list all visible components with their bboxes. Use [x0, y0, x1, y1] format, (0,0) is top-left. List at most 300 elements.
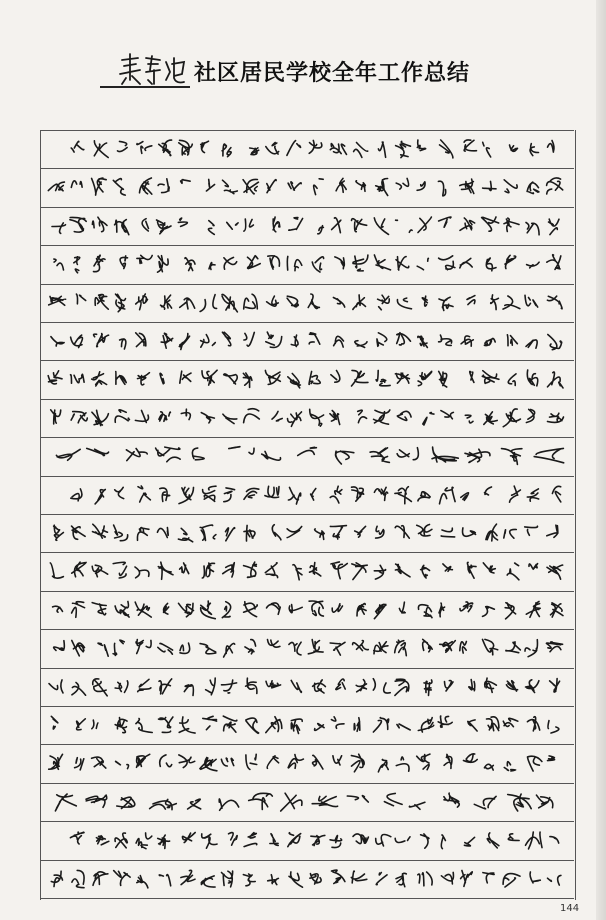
handwritten-glyph: [50, 563, 63, 578]
handwritten-glyph: [336, 679, 345, 690]
handwritten-glyph: [71, 181, 82, 188]
handwritten-glyph: [547, 178, 563, 194]
handwritten-glyph: [200, 294, 217, 311]
handwritten-glyph: [222, 144, 231, 157]
handwritten-glyph: [396, 220, 413, 232]
handwritten-glyph: [118, 141, 128, 151]
handwritten-glyph: [51, 410, 61, 424]
handwritten-glyph: [115, 410, 129, 422]
handwritten-line: [46, 710, 566, 740]
handwritten-glyph: [347, 795, 368, 802]
handwritten-glyph: [550, 678, 560, 692]
handwritten-glyph: [200, 525, 216, 540]
handwritten-glyph: [378, 760, 388, 773]
handwritten-glyph: [423, 412, 434, 424]
handwritten-glyph: [156, 447, 181, 462]
handwritten-glyph: [444, 755, 452, 769]
handwritten-glyph: [182, 833, 195, 843]
handwritten-glyph: [268, 874, 279, 884]
ruled-line: [40, 284, 574, 285]
handwritten-glyph: [160, 755, 172, 767]
handwritten-glyph: [120, 339, 126, 349]
ruled-line: [40, 629, 574, 630]
handwritten-glyph: [376, 835, 391, 846]
handwritten-line: [46, 211, 566, 241]
handwritten-glyph: [54, 259, 64, 270]
handwritten-glyph: [267, 296, 279, 306]
handwritten-glyph: [268, 640, 280, 648]
handwritten-glyph: [116, 294, 126, 312]
handwritten-glyph: [506, 680, 517, 690]
handwritten-glyph: [374, 642, 388, 654]
handwritten-glyph: [309, 140, 322, 153]
handwritten-line: [46, 518, 566, 548]
handwritten-glyph: [221, 758, 233, 766]
handwritten-glyph: [223, 716, 237, 732]
handwritten-glyph: [335, 257, 345, 269]
handwritten-glyph: [508, 794, 532, 811]
handwritten-glyph: [374, 487, 387, 500]
handwritten-glyph: [161, 295, 172, 309]
ruled-line: [40, 245, 574, 246]
handwritten-glyph: [224, 487, 235, 501]
handwritten-glyph: [138, 679, 151, 691]
handwritten-glyph: [331, 717, 344, 729]
handwritten-glyph: [140, 178, 152, 194]
handwritten-glyph: [417, 259, 428, 270]
handwritten-glyph: [298, 447, 317, 455]
handwritten-glyph: [395, 373, 409, 383]
handwritten-glyph: [526, 340, 537, 348]
handwritten-glyph: [159, 678, 172, 693]
handwritten-glyph: [71, 375, 85, 384]
handwritten-glyph: [485, 487, 492, 495]
handwritten-glyph: [288, 487, 300, 504]
handwritten-glyph: [72, 870, 84, 887]
handwritten-glyph: [333, 756, 342, 765]
handwritten-glyph: [308, 294, 319, 309]
handwritten-glyph: [222, 332, 230, 346]
handwritten-glyph: [334, 336, 344, 347]
handwritten-glyph: [159, 140, 172, 155]
handwritten-glyph: [483, 606, 495, 616]
handwritten-glyph: [49, 296, 66, 305]
handwritten-glyph: [159, 717, 173, 732]
handwritten-glyph: [209, 263, 215, 270]
handwritten-glyph: [374, 604, 385, 618]
handwritten-glyph: [549, 219, 560, 235]
handwritten-glyph: [312, 257, 323, 272]
handwritten-glyph: [114, 870, 130, 885]
handwritten-glyph: [352, 563, 367, 580]
handwritten-glyph: [356, 181, 365, 192]
handwritten-glyph: [222, 601, 230, 617]
handwritten-glyph: [395, 564, 410, 577]
handwritten-glyph: [418, 372, 432, 386]
handwritten-glyph: [355, 526, 366, 537]
handwritten-glyph: [547, 525, 558, 537]
handwritten-glyph: [135, 410, 148, 422]
handwritten-glyph: [418, 604, 432, 617]
handwritten-glyph: [507, 563, 519, 580]
ruled-line: [40, 783, 574, 784]
handwritten-glyph: [309, 601, 323, 616]
handwritten-glyph: [179, 487, 194, 503]
handwritten-glyph: [287, 257, 301, 271]
handwritten-glyph: [468, 720, 477, 731]
handwritten-glyph: [417, 754, 430, 770]
handwritten-glyph: [250, 148, 259, 155]
handwritten-glyph: [510, 486, 521, 502]
handwritten-glyph: [272, 411, 282, 421]
handwritten-glyph: [188, 799, 201, 809]
handwritten-glyph: [158, 256, 169, 273]
handwritten-glyph: [291, 680, 301, 692]
handwritten-glyph: [443, 564, 453, 571]
handwritten-glyph: [504, 762, 515, 771]
handwritten-glyph: [460, 179, 474, 193]
handwritten-glyph: [179, 334, 189, 350]
handwritten-glyph: [180, 298, 195, 309]
handwritten-glyph: [289, 642, 301, 655]
handwritten-glyph: [158, 835, 170, 848]
handwritten-glyph: [157, 528, 168, 538]
handwritten-glyph: [353, 641, 369, 651]
handwritten-line: [46, 864, 566, 894]
handwritten-glyph: [206, 180, 214, 192]
handwritten-line: [68, 825, 566, 855]
handwritten-glyph: [330, 836, 342, 848]
handwritten-glyph: [115, 601, 129, 617]
handwritten-glyph: [179, 755, 195, 768]
handwritten-glyph: [461, 870, 473, 886]
handwritten-glyph: [180, 643, 190, 653]
handwritten-glyph: [229, 447, 254, 454]
handwritten-glyph: [179, 717, 195, 733]
handwritten-glyph: [293, 565, 302, 580]
handwritten-glyph: [353, 834, 368, 844]
handwritten-glyph: [202, 834, 217, 848]
handwritten-glyph: [158, 179, 169, 193]
handwritten-glyph: [288, 412, 302, 427]
handwritten-glyph: [395, 486, 412, 503]
handwritten-glyph: [548, 756, 555, 761]
ruled-line: [40, 514, 574, 515]
handwritten-glyph: [395, 640, 407, 656]
handwritten-glyph: [507, 335, 517, 346]
handwritten-glyph: [470, 372, 474, 383]
handwritten-glyph: [548, 335, 562, 350]
ruled-line: [40, 706, 574, 707]
handwritten-glyph: [287, 527, 302, 538]
handwritten-glyph: [137, 875, 148, 887]
handwritten-glyph: [291, 719, 302, 733]
handwritten-glyph: [485, 678, 497, 692]
handwritten-glyph: [291, 335, 298, 346]
handwritten-glyph: [244, 601, 258, 616]
handwritten-glyph: [164, 603, 169, 614]
handwritten-glyph: [262, 452, 281, 461]
handwritten-glyph: [95, 489, 105, 503]
handwritten-glyph: [76, 294, 85, 304]
handwritten-glyph: [184, 684, 193, 695]
handwritten-glyph: [137, 755, 150, 768]
handwritten-glyph: [503, 718, 518, 726]
handwritten-glyph: [136, 719, 152, 733]
handwritten-glyph: [98, 643, 108, 656]
handwritten-glyph: [310, 563, 321, 577]
handwritten-glyph: [289, 871, 303, 886]
handwritten-glyph: [160, 488, 170, 501]
handwritten-glyph: [179, 603, 194, 617]
handwritten-glyph: [201, 412, 214, 422]
handwritten-glyph: [224, 644, 235, 658]
handwritten-glyph: [336, 451, 354, 464]
handwritten-glyph: [378, 142, 385, 157]
handwritten-glyph: [246, 718, 259, 733]
handwritten-glyph: [397, 298, 411, 309]
handwritten-glyph: [268, 256, 280, 269]
handwritten-glyph: [376, 872, 387, 884]
ruled-line: [40, 898, 574, 899]
handwritten-glyph: [464, 754, 478, 762]
ruled-line: [40, 476, 574, 477]
handwritten-glyph: [424, 680, 432, 695]
handwritten-glyph: [114, 525, 128, 541]
handwritten-glyph: [396, 141, 411, 157]
handwritten-line: [68, 134, 566, 164]
handwritten-glyph: [526, 409, 534, 422]
handwritten-glyph: [333, 297, 344, 307]
handwritten-glyph: [113, 640, 124, 655]
ruled-line: [40, 591, 574, 592]
ruled-line: [40, 130, 574, 131]
handwritten-glyph: [202, 563, 214, 578]
handwritten-glyph: [273, 217, 280, 232]
handwritten-glyph: [418, 217, 431, 233]
ruled-line: [40, 668, 574, 669]
handwritten-glyph: [377, 333, 387, 347]
handwritten-glyph: [526, 601, 540, 617]
handwritten-glyph: [441, 835, 445, 849]
handwritten-glyph: [202, 371, 217, 386]
handwritten-glyph: [355, 341, 367, 348]
handwritten-glyph: [548, 875, 561, 885]
ruled-line: [40, 399, 574, 400]
handwritten-glyph: [527, 182, 539, 193]
handwritten-glyph: [504, 180, 517, 193]
handwritten-glyph: [93, 678, 107, 695]
handwritten-glyph: [421, 566, 430, 579]
handwritten-glyph: [308, 640, 323, 654]
handwritten-glyph: [159, 412, 171, 422]
handwritten-glyph: [460, 218, 475, 230]
handwritten-glyph: [72, 562, 86, 577]
handwritten-glyph: [445, 680, 454, 691]
handwritten-glyph: [244, 219, 254, 231]
handwritten-glyph: [503, 296, 520, 309]
handwritten-signature-logo: [112, 50, 192, 88]
handwritten-glyph: [51, 337, 64, 347]
handwritten-glyph: [374, 255, 390, 270]
handwritten-glyph: [474, 796, 496, 808]
handwritten-glyph: [244, 562, 257, 577]
handwritten-glyph: [115, 718, 127, 733]
handwritten-glyph: [399, 602, 405, 613]
handwritten-glyph: [482, 371, 499, 384]
handwritten-glyph: [203, 716, 217, 729]
handwritten-glyph: [527, 370, 537, 386]
handwritten-line: [50, 787, 566, 817]
handwritten-glyph: [374, 410, 390, 424]
handwritten-glyph: [352, 218, 367, 231]
handwritten-glyph: [201, 335, 216, 348]
handwritten-glyph: [288, 755, 303, 769]
handwritten-glyph: [265, 371, 280, 385]
handwritten-glyph: [94, 334, 109, 347]
handwritten-glyph: [353, 255, 368, 271]
handwritten-glyph: [353, 294, 366, 309]
handwritten-glyph: [223, 181, 238, 195]
handwritten-glyph: [244, 332, 254, 346]
handwritten-glyph: [178, 528, 192, 542]
handwritten-line: [46, 403, 566, 433]
handwritten-glyph: [483, 872, 494, 882]
handwritten-glyph: [270, 834, 278, 846]
handwritten-glyph: [157, 220, 172, 234]
handwritten-glyph: [467, 295, 475, 304]
handwritten-line: [68, 480, 566, 510]
handwritten-glyph: [311, 488, 316, 500]
ruled-line: [40, 821, 574, 822]
handwritten-glyph: [546, 642, 562, 652]
ruled-line: [40, 437, 574, 438]
handwritten-glyph: [159, 874, 170, 885]
handwritten-glyph: [439, 372, 447, 388]
handwritten-glyph: [265, 486, 279, 497]
handwritten-glyph: [92, 372, 107, 386]
handwritten-glyph: [484, 412, 497, 425]
handwritten-glyph: [229, 833, 238, 846]
handwritten-glyph: [460, 259, 472, 269]
handwritten-glyph: [224, 258, 237, 270]
handwritten-glyph: [439, 256, 455, 270]
handwritten-glyph: [440, 140, 453, 158]
handwritten-glyph: [201, 601, 216, 619]
handwritten-glyph: [505, 602, 515, 618]
handwritten-glyph: [49, 679, 63, 692]
handwritten-glyph: [137, 255, 152, 263]
handwritten-glyph: [92, 602, 106, 614]
handwritten-glyph: [70, 832, 84, 844]
handwritten-glyph: [178, 218, 187, 226]
handwritten-glyph: [464, 837, 474, 846]
handwritten-glyph: [384, 793, 402, 805]
handwritten-glyph: [71, 141, 84, 152]
handwritten-glyph: [525, 640, 537, 657]
handwritten-glyph: [421, 834, 429, 848]
handwritten-glyph: [203, 486, 216, 501]
handwritten-glyph: [464, 140, 476, 151]
handwritten-glyph: [200, 644, 216, 654]
handwritten-line: [46, 326, 566, 356]
handwritten-glyph: [138, 486, 150, 502]
handwritten-glyph: [310, 873, 321, 883]
handwritten-glyph: [245, 640, 256, 654]
handwritten-glyph: [181, 409, 190, 419]
handwritten-glyph: [93, 524, 108, 538]
handwritten-glyph: [396, 873, 406, 886]
handwritten-glyph: [179, 140, 193, 155]
handwritten-glyph: [92, 178, 107, 195]
handwritten-glyph: [267, 180, 276, 193]
handwritten-glyph: [465, 449, 490, 462]
handwritten-glyph: [396, 257, 409, 270]
handwritten-line: [46, 595, 566, 625]
handwritten-glyph: [373, 718, 388, 732]
handwritten-glyph: [136, 833, 152, 849]
handwritten-glyph: [469, 679, 475, 690]
handwritten-glyph: [483, 640, 498, 655]
handwritten-glyph: [332, 604, 342, 612]
handwritten-glyph: [126, 449, 147, 461]
handwritten-glyph: [281, 793, 302, 811]
handwritten-glyph: [438, 716, 452, 727]
handwritten-glyph: [502, 449, 522, 465]
handwritten-glyph: [432, 447, 458, 462]
handwritten-glyph: [508, 834, 519, 841]
handwritten-glyph: [288, 182, 301, 190]
handwritten-line: [50, 441, 566, 471]
handwritten-glyph: [313, 679, 326, 692]
handwritten-glyph: [248, 256, 261, 269]
handwritten-line: [46, 748, 566, 778]
handwritten-glyph: [137, 142, 152, 154]
handwritten-glyph: [244, 833, 257, 847]
handwritten-glyph: [396, 757, 409, 771]
handwritten-glyph: [219, 799, 238, 810]
handwritten-glyph: [243, 874, 255, 886]
handwritten-glyph: [71, 411, 87, 422]
handwritten-glyph: [224, 374, 238, 384]
handwritten-glyph: [483, 182, 496, 191]
handwritten-glyph: [265, 563, 277, 578]
handwritten-glyph: [550, 837, 559, 844]
handwritten-glyph: [192, 448, 204, 460]
handwritten-glyph: [48, 182, 64, 191]
handwritten-glyph: [332, 870, 345, 884]
page-title: 社区居民学校全年工作总结: [194, 61, 471, 86]
handwritten-glyph: [330, 410, 340, 424]
handwritten-glyph: [72, 602, 85, 618]
handwritten-glyph: [422, 296, 427, 306]
handwritten-glyph: [527, 488, 538, 500]
handwritten-glyph: [418, 336, 428, 347]
handwritten-glyph: [49, 755, 63, 770]
handwritten-glyph: [357, 603, 366, 615]
handwritten-glyph: [483, 563, 495, 573]
handwritten-glyph: [376, 526, 384, 538]
handwritten-glyph: [526, 679, 539, 692]
handwritten-glyph: [75, 758, 84, 770]
handwritten-glyph: [374, 566, 385, 580]
handwritten-glyph: [113, 563, 126, 579]
handwritten-glyph: [56, 449, 80, 460]
handwritten-glyph: [243, 373, 252, 387]
handwritten-glyph: [444, 793, 459, 807]
handwritten-line: [46, 556, 566, 586]
handwritten-glyph: [332, 218, 341, 233]
